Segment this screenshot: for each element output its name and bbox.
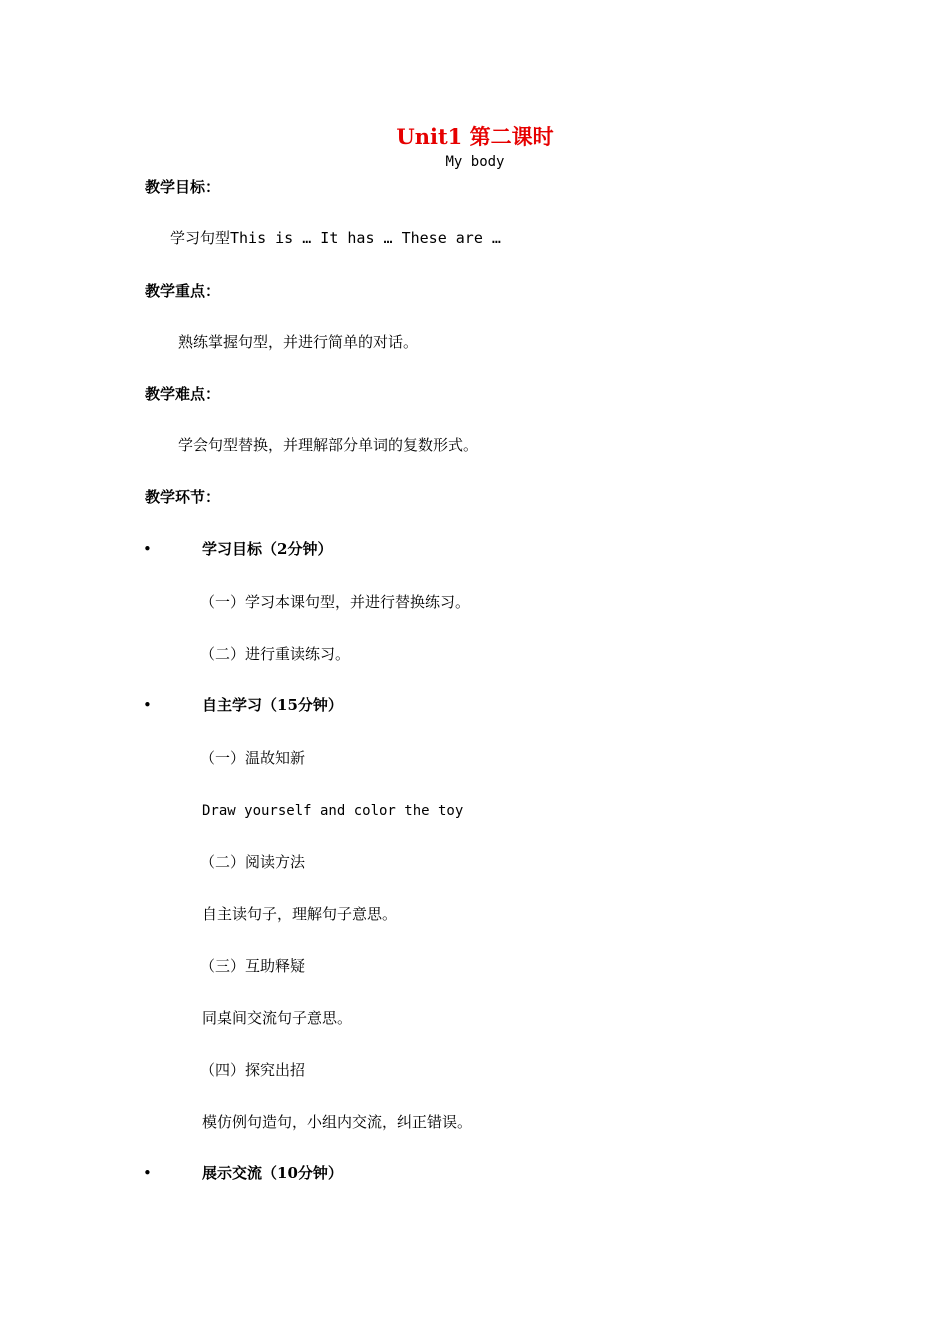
step-label: 学习目标（2分钟） [202, 540, 333, 558]
page-subtitle: My body [445, 154, 505, 170]
step-item: 模仿例句造句，小组内交流，纠正错误。 [202, 1113, 473, 1131]
step-bullet: • [143, 1164, 152, 1182]
step-item: （三）互助释疑 [200, 957, 306, 975]
step-item: 自主读句子，理解句子意思。 [202, 905, 398, 923]
step-item: （一）温故知新 [200, 749, 306, 767]
step-item: Draw yourself and color the toy [202, 803, 464, 819]
step-item: （二）进行重读练习。 [200, 645, 351, 663]
difficulties-heading: 教学难点： [145, 385, 221, 403]
step-item: （一）学习本课句型，并进行替换练习。 [200, 593, 471, 611]
key-points-text: 熟练掌握句型，并进行简单的对话。 [178, 333, 419, 351]
step-item: （四）探究出招 [200, 1061, 306, 1079]
step-item: （二）阅读方法 [200, 853, 306, 871]
step-label: 展示交流（10分钟） [202, 1164, 343, 1182]
step-bullet: • [143, 540, 152, 558]
difficulties-text: 学会句型替换，并理解部分单词的复数形式。 [178, 436, 479, 454]
step-bullet: • [143, 696, 152, 714]
objectives-heading: 教学目标： [145, 178, 221, 196]
page-title: Unit1 第二课时 [396, 124, 554, 149]
step-label: 自主学习（15分钟） [202, 696, 343, 714]
procedure-heading: 教学环节： [145, 488, 221, 506]
objectives-text: 学习句型This is … It has … These are … [170, 229, 501, 247]
step-item: 同桌间交流句子意思。 [202, 1009, 353, 1027]
key-points-heading: 教学重点： [145, 282, 221, 300]
